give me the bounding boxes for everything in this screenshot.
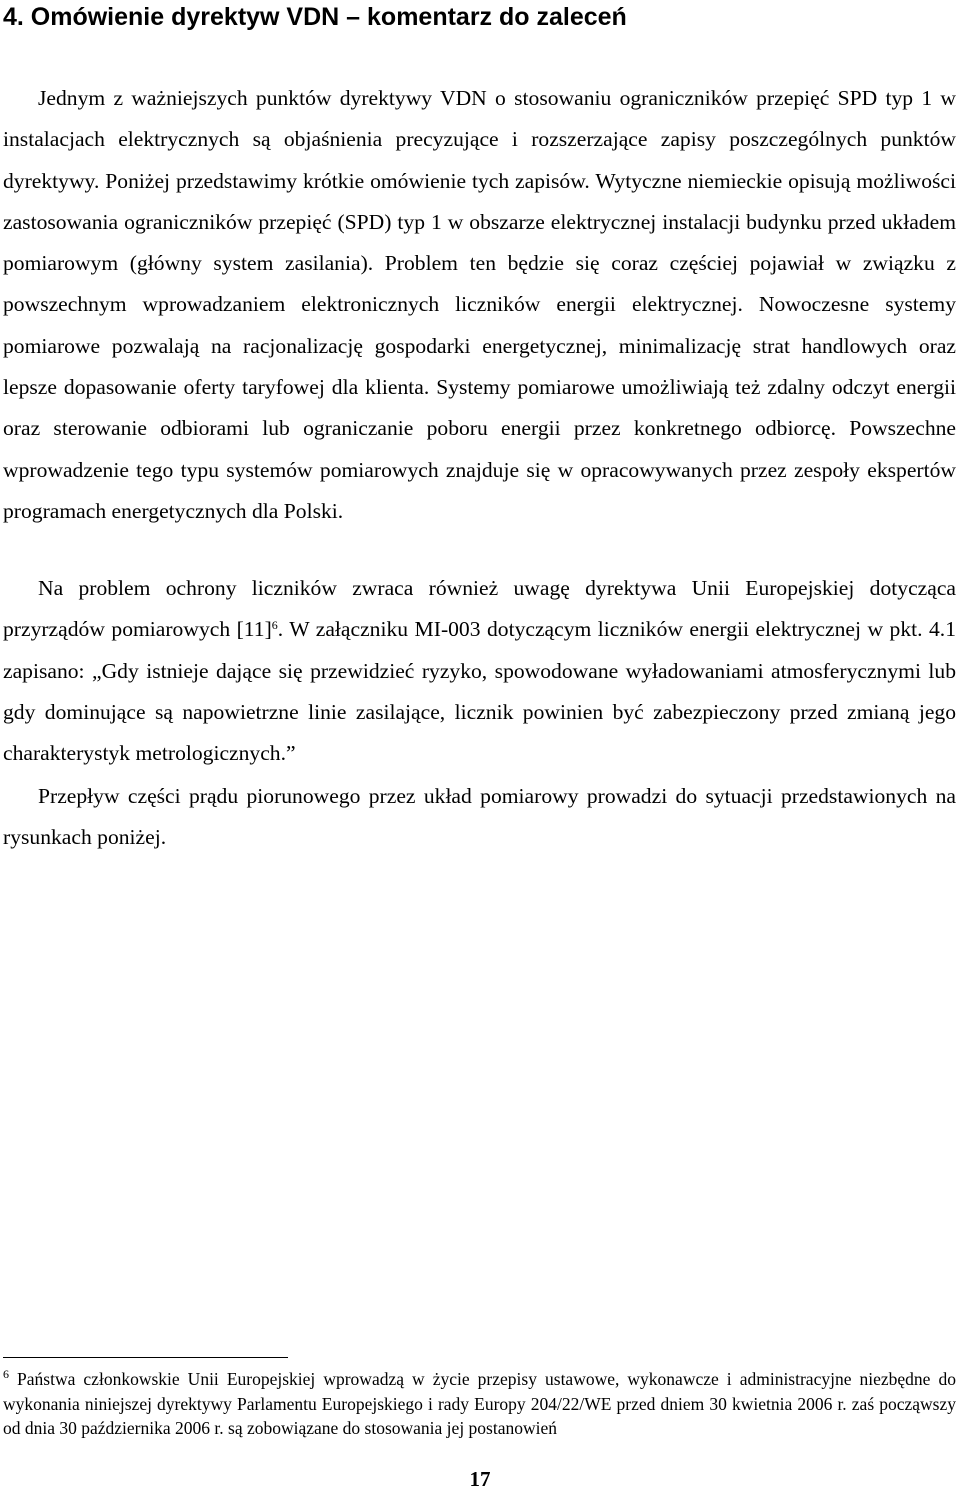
footnote-text: Państwa członkowskie Unii Europejskiej wprowadzą w życie przepisy ustawowe, wykonawcze i administracyjne niezbędne do wykonania niniejszej dyrektywy Parlamentu Europejskiego i rady Europy 204/22/WE przed dniem 30 kwietnia 2006 r. zaś począwszy od dnia 30 października 2006 r. są zobowiązane do stosowania jej postanowień bbox=[3, 1369, 956, 1438]
paragraph-vdn-overview bbox=[3, 78, 956, 532]
footnote-separator bbox=[3, 1357, 288, 1358]
paragraph-text-part: . W załączniku MI-003 dotyczącym liczników energii elektrycznej w pkt. 4.1 zapisano: „Gdy istnieje dające się przewidzieć ryzyko, spowodowane wyładowaniami atmosferycznymi lub gdy dominujące są napowietrzne linie zasilające, licznik powinien być zabezpieczony przed zmianą jego charakterystyk metrologicznych.” bbox=[3, 617, 956, 766]
paragraph-text: Przepływ części prądu piorunowego przez układ pomiarowy prowadzi do sytuacji przedstawionych na rysunkach poniżej. bbox=[3, 784, 956, 850]
paragraph-text: Jednym z ważniejszych punktów dyrektywy VDN o stosowaniu ograniczników przepięć SPD typ 1 w instalacjach elektrycznych są objaśnienia precyzujące i rozszerzające zapisy poszczególnych punktów dyrektywy. Poniżej przedstawimy krótkie omówienie tych zapisów. Wytyczne niemieckie opisują możliwości zastosowania ograniczników przepięć (SPD) typ 1 w obszarze elektrycznej instalacji budynku przed układem pomiarowym (główny system zasilania). Problem ten będzie się coraz częściej pojawiał w związku z powszechnym wprowadzaniem elektronicznych liczników energii elektrycznej. Nowoczesne systemy pomiarowe pozwalają na racjonalizację gospodarki energetycznej, minimalizację strat handlowych oraz lepsze dopasowanie oferty taryfowej dla klienta. Systemy pomiarowe umożliwiają też zdalny odczyt energii oraz sterowanie odbiorami lub ograniczanie poboru energii przez konkretnego odbiorcę. Powszechne wprowadzenie tego typu systemów pomiarowych znajduje się w opracowywanych przez zespoły ekspertów programach energetycznych dla Polski. bbox=[3, 86, 956, 523]
section-heading: 4. Omówienie dyrektyw VDN – komentarz do zaleceń bbox=[3, 3, 627, 31]
footnote-reference: 6 bbox=[271, 618, 278, 633]
paragraph-eu-directive bbox=[3, 568, 956, 774]
paragraph-lightning-current bbox=[3, 776, 956, 859]
footnote-marker: 6 bbox=[3, 1367, 9, 1381]
paragraph-text-container bbox=[3, 568, 956, 774]
footnote bbox=[3, 1367, 956, 1441]
paragraph-text-part: Na problem ochrony liczników zwraca również uwagę dyrektywa Unii Europejskiej dotycząca przyrządów pomiarowych [11] bbox=[3, 576, 956, 642]
page-number: 17 bbox=[469, 1467, 491, 1491]
